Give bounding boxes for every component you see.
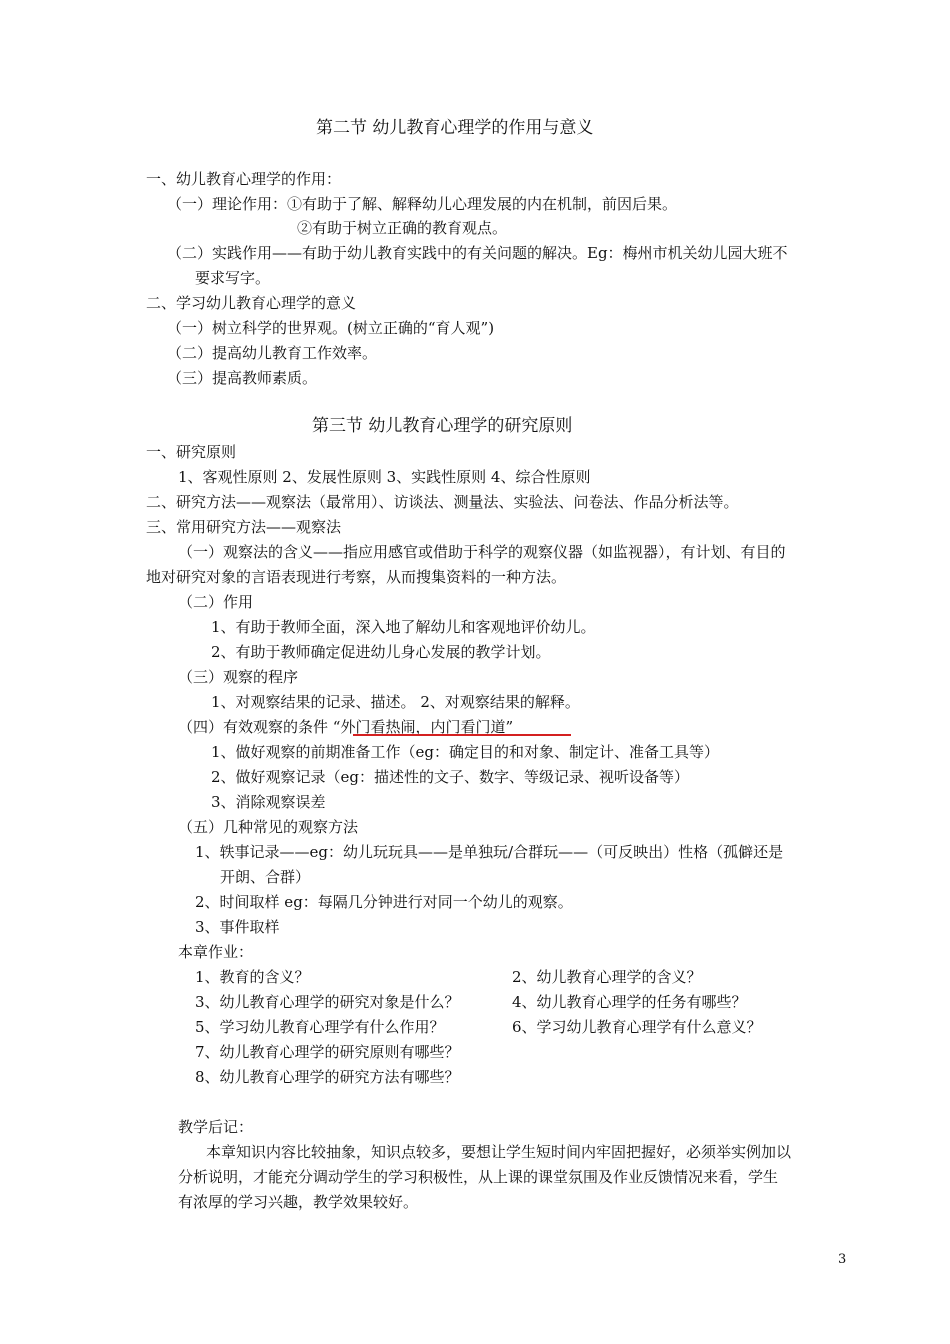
section3-line: 一、研究原则 <box>146 443 237 461</box>
homework-question: 4、幼儿教育心理学的任务有哪些？ <box>512 993 747 1011</box>
section3-line: 2、做好观察记录（eg：描述性的文子、数字、等级记录、视听设备等） <box>211 768 690 786</box>
section3-line: 3、消除观察误差 <box>211 793 326 811</box>
postscript-line: 有浓厚的学习兴趣，教学效果较好。 <box>178 1193 419 1211</box>
postscript-line: 本章知识内容比较抽象，知识点较多，要想让学生短时间内牢固把握好，必须举实例加以 <box>206 1143 792 1161</box>
section3-line: （四）有效观察的条件 “外门看热闹，内门看门道” <box>178 718 514 736</box>
section2-line: 一、幼儿教育心理学的作用： <box>146 170 342 188</box>
section2-title: 第二节 幼儿教育心理学的作用与意义 <box>316 118 594 138</box>
section3-line: 2、时间取样 eg：每隔几分钟进行对同一个幼儿的观察。 <box>195 893 573 911</box>
section2-line: （三）提高教师素质。 <box>167 369 318 387</box>
postscript-line: 分析说明，才能充分调动学生的学习积极性，从上课的课堂氛围及作业反馈情况来看，学生 <box>178 1168 779 1186</box>
section3-line: （二）作用 <box>178 593 254 611</box>
section3-line: 开朗、合群） <box>220 868 311 886</box>
section3-title: 第三节 幼儿教育心理学的研究原则 <box>312 416 573 436</box>
section3-line: （一）观察法的含义——指应用感官或借助于科学的观察仪器（如监视器），有计划、有目的 <box>178 543 786 561</box>
section3-line: 2、有助于教师确定促进幼儿身心发展的教学计划。 <box>211 643 551 661</box>
section3-line: （三）观察的程序 <box>178 668 299 686</box>
homework-question: 8、幼儿教育心理学的研究方法有哪些？ <box>195 1068 460 1086</box>
section3-line: 三、常用研究方法——观察法 <box>146 518 342 536</box>
section2-line: （一）理论作用：①有助于了解、解释幼儿心理发展的内在机制，前因后果。 <box>167 195 678 213</box>
section3-line: 1、轶事记录——eg：幼儿玩玩具——是单独玩/合群玩——（可反映出）性格（孤僻还是 <box>195 843 784 861</box>
section3-line: 3、事件取样 <box>195 918 280 936</box>
section2-line: ②有助于树立正确的教育观点。 <box>297 219 508 237</box>
homework-heading: 本章作业： <box>178 943 254 961</box>
section2-line: （二）提高幼儿教育工作效率。 <box>167 344 378 362</box>
homework-question: 5、学习幼儿教育心理学有什么作用？ <box>195 1018 445 1036</box>
section3-line: 1、对观察结果的记录、描述。 2、对观察结果的解释。 <box>211 693 580 711</box>
red-underline-annotation <box>353 734 571 736</box>
homework-question: 7、幼儿教育心理学的研究原则有哪些？ <box>195 1043 460 1061</box>
section2-line: 二、学习幼儿教育心理学的意义 <box>146 294 357 312</box>
section2-line: （一）树立科学的世界观。(树立正确的“育人观”) <box>167 319 495 337</box>
section3-line: 1、做好观察的前期准备工作（eg：确定目的和对象、制定计、准备工具等） <box>211 743 720 761</box>
section2-line: 要求写字。 <box>195 269 271 287</box>
section2-line: （二）实践作用——有助于幼儿教育实践中的有关问题的解决。Eg：梅州市机关幼儿园大班不 <box>167 244 788 262</box>
homework-question: 6、学习幼儿教育心理学有什么意义？ <box>512 1018 762 1036</box>
section3-line: 地对研究对象的言语表现进行考察，从而搜集资料的一种方法。 <box>146 568 567 586</box>
section3-line: （五）几种常见的观察方法 <box>178 818 359 836</box>
homework-question: 3、幼儿教育心理学的研究对象是什么？ <box>195 993 460 1011</box>
section3-line: 1、客观性原则 2、发展性原则 3、实践性原则 4、综合性原则 <box>178 468 591 486</box>
section3-line: 1、有助于教师全面，深入地了解幼儿和客观地评价幼儿。 <box>211 618 596 636</box>
section3-line: 二、研究方法——观察法（最常用）、访谈法、测量法、实验法、问卷法、作品分析法等。 <box>146 493 739 511</box>
homework-question: 2、幼儿教育心理学的含义？ <box>512 968 702 986</box>
postscript-heading: 教学后记： <box>178 1118 254 1136</box>
homework-question: 1、教育的含义？ <box>195 968 310 986</box>
page-number: 3 <box>838 1252 847 1267</box>
